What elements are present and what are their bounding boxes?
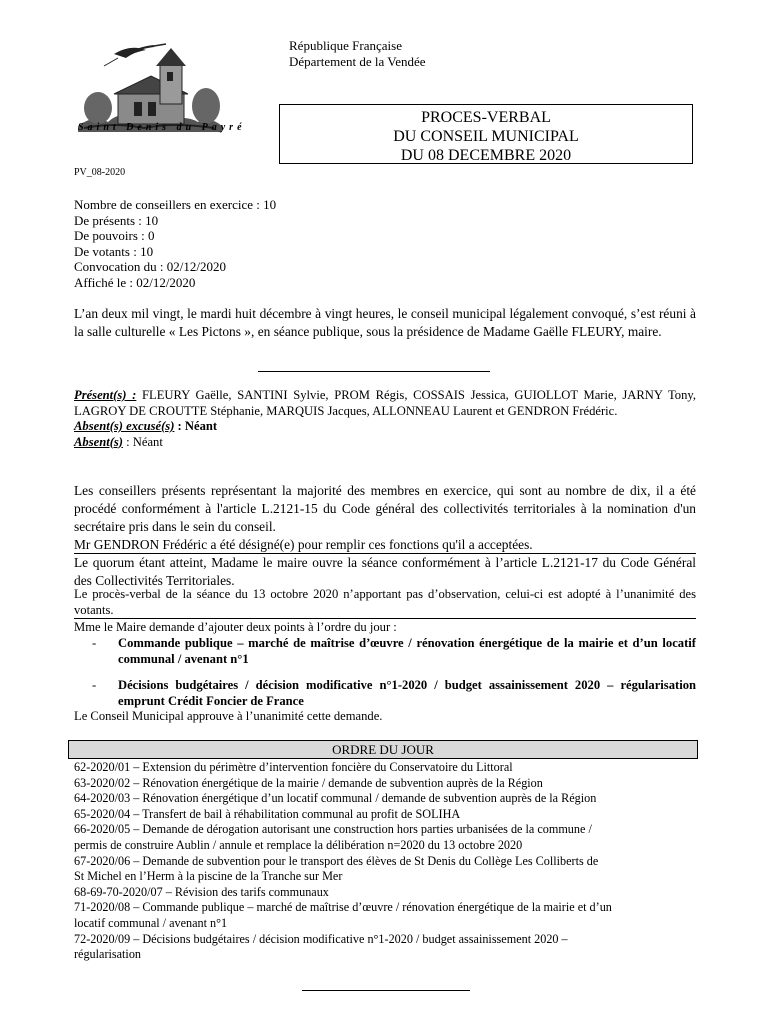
agenda-line: régularisation — [74, 947, 142, 962]
agenda-line: locatif communal / avenant n°1 — [74, 915, 228, 930]
title-line-2: DU CONSEIL MUNICIPAL — [393, 128, 579, 145]
stat-line: Affiché le : 02/12/2020 — [74, 274, 196, 290]
added-points-intro: Mme le Maire demande d’ajouter deux points à l’ordre du jour : — [74, 620, 397, 634]
country-name: République Française — [289, 38, 402, 53]
agenda-line: 63-2020/02 – Rénovation énergétique de la mairie / demande de subvention auprès de la Région — [74, 775, 543, 790]
present-label: Présent(s) : — [74, 388, 137, 402]
title-line-1: PROCES-VERBAL — [421, 109, 551, 126]
agenda-line: 71-2020/08 – Commande publique – marché de maîtrise d’œuvre / rénovation énergétique de la mairie et d’un — [74, 900, 612, 915]
agenda-line: 72-2020/09 – Décisions budgétaires / décision modificative n°1-2020 / budget assainissement 2020 – — [74, 931, 568, 946]
excused-value: : Néant — [174, 419, 218, 433]
agenda-line: 62-2020/01 – Extension du périmètre d’intervention foncière du Conservatoire du Littoral — [74, 760, 513, 774]
absent-label: Absent(s) — [74, 434, 123, 449]
town-logo — [74, 36, 246, 136]
secretary-paragraph: Mr GENDRON Frédéric a été désigné(e) pour remplir ces fonctions qu'il a acceptées. — [74, 536, 696, 554]
opening-paragraph: Le quorum étant atteint, Madame le maire ouvre la séance conformément à l’article L.2121-17 du Code Général des Collectivités Territoriales. — [74, 555, 696, 588]
added-point-text: Commande publique – marché de maîtrise d’œuvre / rénovation énergétique de la mairie et d’un locatif communal / avenant n°1 — [118, 636, 696, 666]
agenda-line: 64-2020/03 – Rénovation énergétique d’un locatif communal / demande de subvention auprès de la Région — [74, 791, 597, 806]
agenda-line: 65-2020/04 – Transfert de bail à réhabilitation communal au profit de SOLIHA — [74, 806, 461, 821]
pv-reference: PV_08-2020 — [74, 167, 126, 178]
agenda-line: 68-69-70-2020/07 – Révision des tarifs communaux — [74, 884, 329, 899]
stat-line: Nombre de conseillers en exercice : 10 — [74, 197, 277, 212]
document-title — [279, 104, 693, 164]
agenda-line: 66-2020/05 – Demande de dérogation autorisant une construction hors parties urbanisées de la commune / — [74, 822, 592, 837]
agenda-line: St Michel en l’Herm à la piscine de la Tranche sur Mer — [74, 869, 343, 884]
added-point-text: Décisions budgétaires / décision modificative n°1-2020 / budget assainissement 2020 – régularisation emprunt Crédit Foncier de France — [118, 678, 696, 708]
logo-caption: Saint Denis du Payré — [78, 122, 246, 133]
list-dash: - — [92, 678, 97, 692]
title-line-3: DU 08 DECEMBRE 2020 — [400, 147, 572, 164]
agenda-heading: ORDRE DU JOUR — [68, 740, 698, 759]
council-stats — [74, 197, 276, 290]
department-name: Département de la Vendée — [289, 54, 426, 69]
agenda-line: 67-2020/06 – Demande de subvention pour le transport des élèves de St Denis du Collège Les Colliberts de — [74, 853, 599, 868]
approval-line: Le Conseil Municipal approuve à l’unanimité cette demande. — [74, 709, 383, 723]
agenda-line: permis de construire Aublin / annule et remplace la délibération n=2020 du 13 octobre 2020 — [74, 837, 523, 852]
stat-line: Convocation du : 02/12/2020 — [74, 259, 227, 274]
stat-line: De présents : 10 — [74, 212, 159, 228]
excused-label: Absent(s) excusé(s) — [74, 419, 175, 433]
list-dash: - — [92, 636, 97, 650]
stat-line: De votants : 10 — [74, 243, 154, 259]
header-lines — [289, 38, 426, 70]
excused-line — [74, 419, 696, 435]
intro-paragraph: L’an deux mil vingt, le mardi huit décembre à vingt heures, le conseil municipal légalement convoqué, s’est réuni à la salle culturelle « Les Pictons », en séance publique, sous la présidence de Madame Gaëlle FLEURY, maire. — [74, 306, 696, 339]
separator-line — [258, 371, 490, 372]
attendance-block — [74, 388, 696, 450]
absent-line — [74, 435, 696, 451]
present-value: FLEURY Gaëlle, SANTINI Sylvie, PROM Régis, COSSAIS Jessica, GUIOLLOT Marie, JARNY Tony, LAGROY DE CROUTTE Stéphanie, MARQUIS Jacques, ALLONNEAU Laurent et GENDRON Frédéric. — [74, 388, 696, 418]
quorum-paragraph: Les conseillers présents représentant la majorité des membres en exercice, qui sont au nombre de dix, il a été procédé conformément à l'article L.2121-15 du Code général des collectivités territoriales à la nomination d'un secrétaire pris dans le sein du conseil. — [74, 483, 696, 534]
absent-value: : Néant — [122, 434, 163, 449]
present-line — [74, 388, 696, 419]
stat-line: De pouvoirs : 0 — [74, 228, 155, 243]
footer-separator — [302, 990, 470, 991]
previous-minutes-paragraph: Le procès-verbal de la séance du 13 octobre 2020 n’apportant pas d’observation, celui-ci est adopté à l’unanimité des votants. — [74, 587, 696, 619]
agenda-list — [74, 760, 704, 963]
